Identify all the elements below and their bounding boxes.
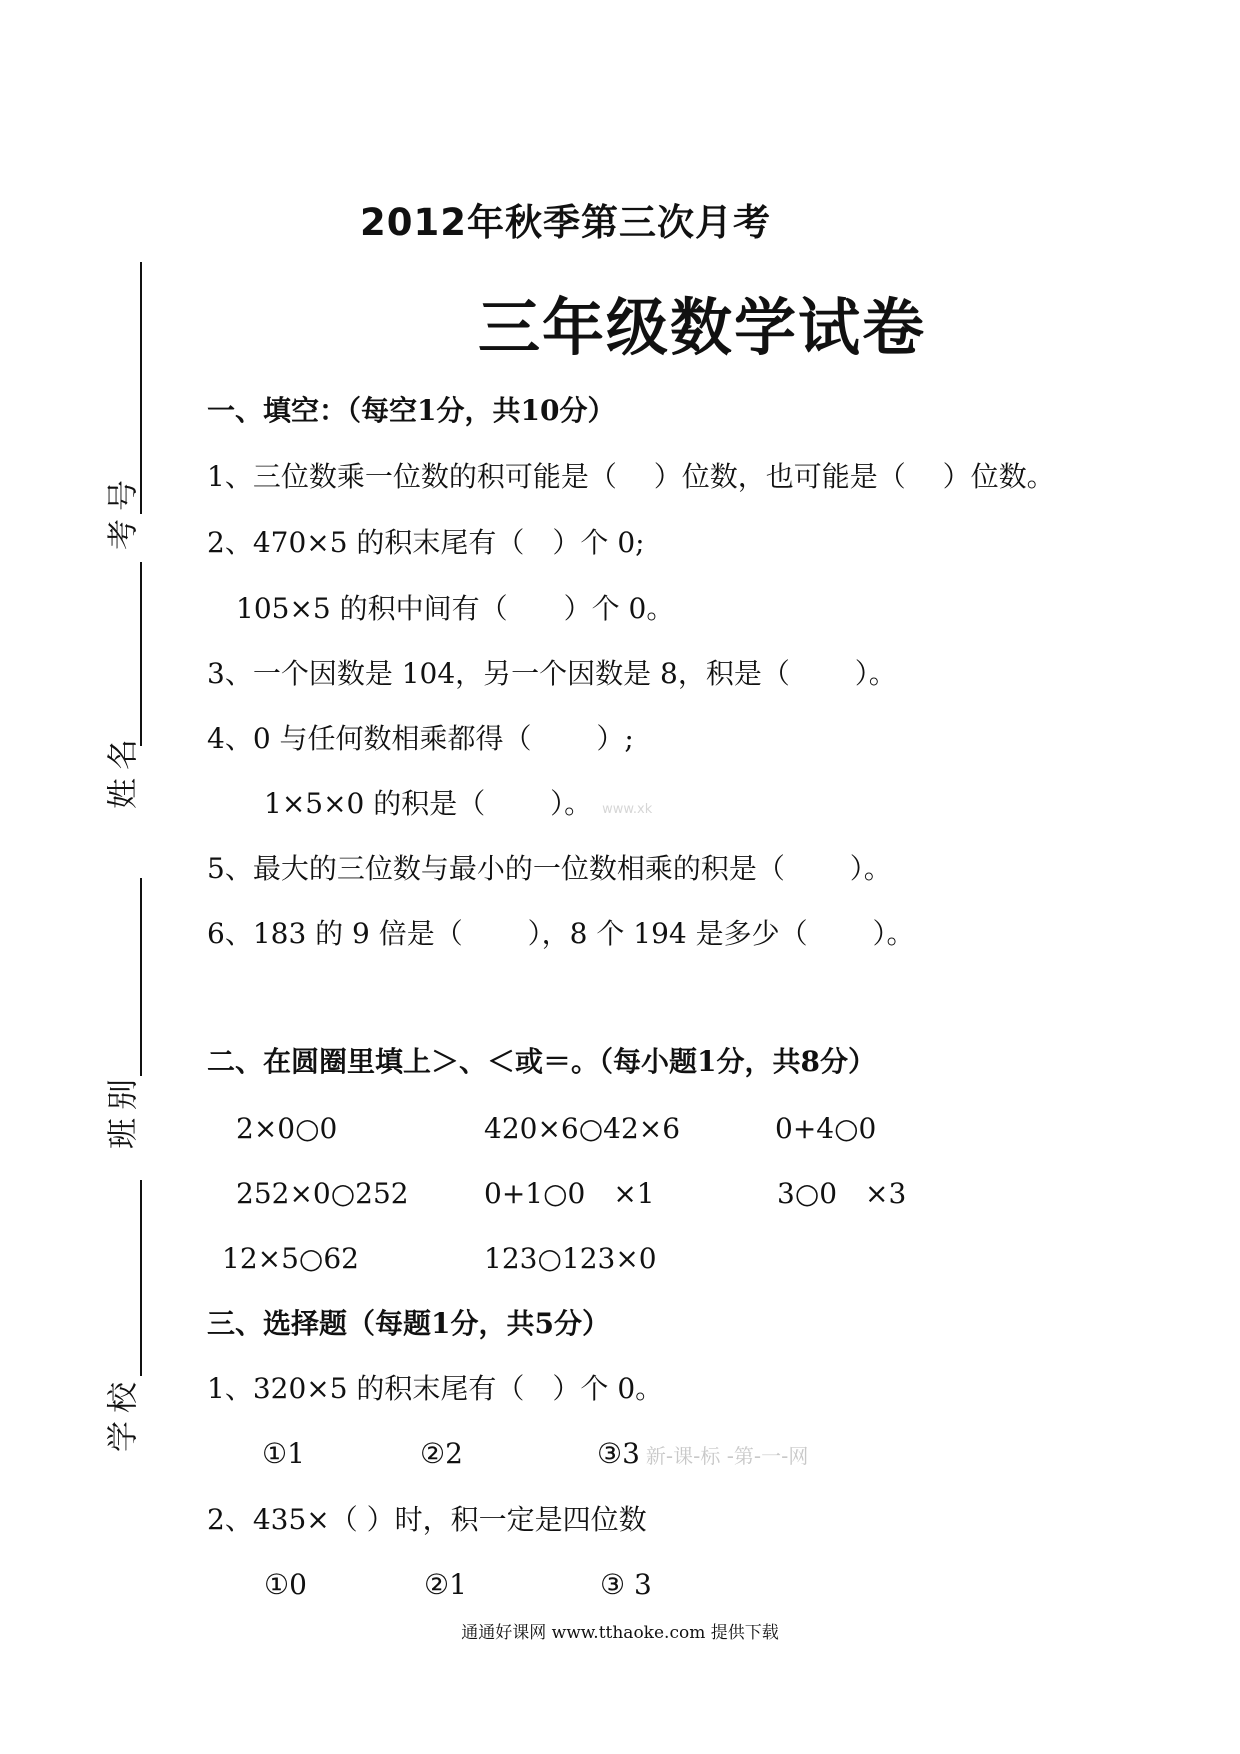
s2-item-r2c1: 252×0○252 (236, 1177, 409, 1210)
s1-question-6: 6、183 的 9 倍是（ ），8 个 194 是多少（ ）。 (207, 917, 915, 950)
footer-download-credit: 通通好课网 www.tthaoke.com 提供下载 (461, 1623, 779, 1643)
s3-q2-option-1: ①0 (264, 1568, 307, 1601)
s1-question-4a: 4、0 与任何数相乘都得（ ）; (207, 722, 634, 755)
section2-heading: 二、在圆圈里填上＞、＜或＝。（每小题1分，共8分） (207, 1045, 876, 1078)
s2-item-r1c2: 420×6○42×6 (484, 1112, 681, 1145)
section1-heading: 一、填空：（每空1分，共10分） (207, 394, 616, 427)
s3-q1-option-2: ②2 (420, 1437, 463, 1470)
margin-label-exam-no: 考号 (105, 472, 142, 550)
margin-line-class (140, 878, 142, 1076)
s1-question-5: 5、最大的三位数与最小的一位数相乘的积是（ ）。 (207, 852, 892, 885)
s3-q2-option-2: ②1 (424, 1568, 467, 1601)
s1-question-2a: 2、470×5 的积末尾有（ ）个 0; (207, 526, 645, 559)
watermark-text: 新-课-标 -第-一-网 (645, 1444, 809, 1468)
s3-q1-option-3-row (597, 1437, 809, 1470)
exam-subtitle: 2012年秋季第三次月考 (360, 201, 771, 244)
s3-q1-option-1: ①1 (262, 1437, 305, 1470)
s3-q2-option-3: ③ 3 (600, 1568, 652, 1601)
s1-question-4b: 1×5×0 的积是（ ）。 (264, 787, 593, 820)
s3-question-2: 2、435×（ ）时，积一定是四位数 (207, 1503, 647, 1536)
s2-item-r1c3: 0+4○0 (775, 1112, 877, 1145)
margin-line-name (140, 562, 142, 746)
s2-item-r1c1: 2×0○0 (236, 1112, 338, 1145)
s2-item-r3c1: 12×5○62 (222, 1242, 359, 1275)
s2-item-r2c2: 0+1○0 ×1 (484, 1177, 655, 1210)
margin-label-name: 姓名 (105, 731, 142, 809)
margin-label-class: 班别 (105, 1071, 142, 1149)
s2-item-r3c2: 123○123×0 (484, 1242, 657, 1275)
s3-q1-option-3: ③3 (597, 1437, 640, 1470)
margin-line-school (140, 1180, 142, 1376)
section3-heading: 三、选择题（每题1分，共5分） (207, 1307, 610, 1340)
s3-question-1: 1、320×5 的积末尾有（ ）个 0。 (207, 1372, 664, 1405)
exam-title: 三年级数学试卷 (478, 291, 927, 364)
watermark-small: www.xk (602, 802, 653, 817)
s1-question-4b-row (264, 787, 653, 820)
s1-question-1: 1、三位数乘一位数的积可能是（ ）位数，也可能是（ ）位数。 (207, 460, 1055, 493)
s1-question-3: 3、一个因数是 104，另一个因数是 8，积是（ ）。 (207, 657, 897, 690)
s2-item-r2c3: 3○0 ×3 (777, 1177, 907, 1210)
margin-label-school: 学校 (105, 1374, 142, 1452)
s1-question-2b: 105×5 的积中间有（ ）个 0。 (236, 592, 675, 625)
